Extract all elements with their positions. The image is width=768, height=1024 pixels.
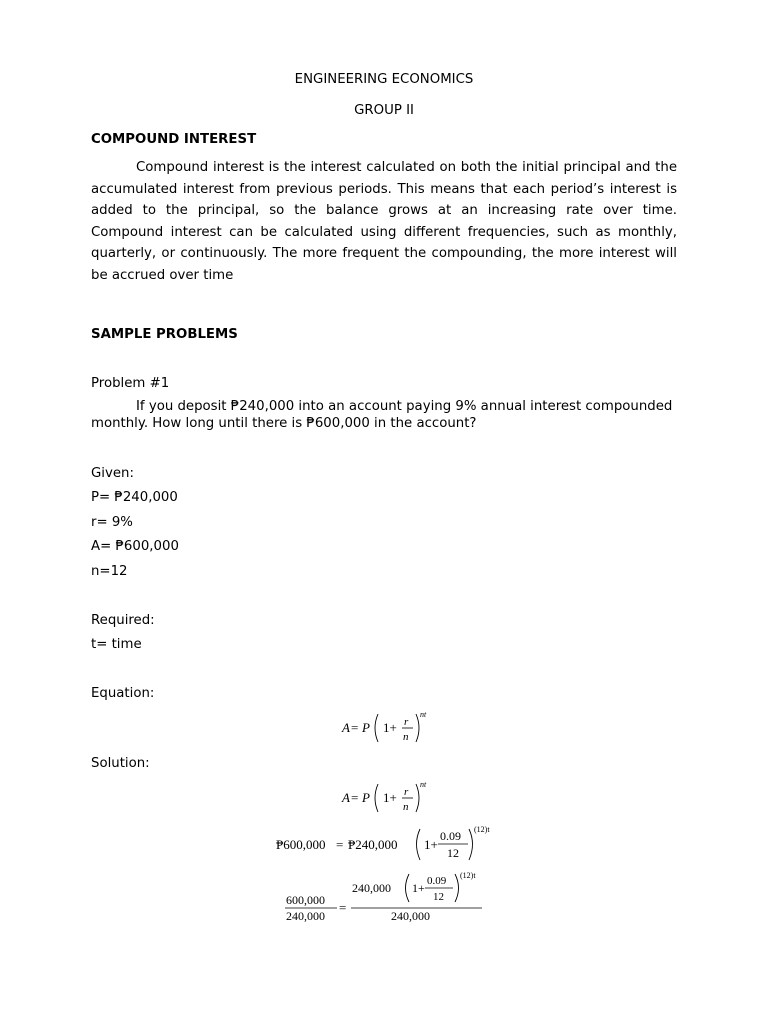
formula-equals: = bbox=[351, 720, 359, 735]
given-item: n=12 bbox=[91, 564, 128, 579]
step3-lhs-denominator: 240,000 bbox=[286, 909, 325, 923]
step2-principal: ₱240,000 bbox=[348, 837, 398, 852]
formula-equals: = bbox=[351, 790, 359, 805]
formula-numerator: r bbox=[404, 786, 409, 798]
solution-step-3 bbox=[280, 868, 490, 926]
formula-denominator: n bbox=[403, 731, 409, 743]
step2-exponent: (12)t bbox=[474, 825, 490, 834]
step3-left-paren bbox=[406, 874, 410, 902]
step3-rhs-denominator: 240,000 bbox=[391, 909, 430, 923]
step3-coefficient: 240,000 bbox=[352, 881, 391, 895]
intro-paragraph: Compound interest is the interest calculated on both the initial principal and the accumulated interest from previous periods. This means that each period’s interest is added to the principal, so the balance grows at an increasing rate over time. Compound interest can be calculated using different frequencies, such as monthly, quarterly, or continuously. The more frequent the compounding, the more interest will be accrued over time bbox=[91, 160, 677, 283]
formula-left-paren bbox=[375, 714, 378, 742]
formula-exponent: nt bbox=[420, 780, 427, 789]
formula-numerator: r bbox=[404, 716, 409, 728]
section-heading: COMPOUND INTEREST bbox=[91, 132, 257, 147]
given-label: Given: bbox=[91, 466, 134, 481]
problem-label: Problem #1 bbox=[91, 376, 170, 391]
document-title: ENGINEERING ECONOMICS bbox=[294, 72, 474, 87]
formula-a: A bbox=[342, 720, 350, 735]
step3-right-paren bbox=[455, 874, 459, 902]
formula-right-paren bbox=[416, 784, 419, 812]
solution-step-2 bbox=[270, 822, 510, 866]
step3-one-plus: 1+ bbox=[412, 881, 425, 895]
formula-one-plus: 1+ bbox=[383, 720, 397, 735]
step2-left-paren bbox=[417, 829, 421, 860]
step2-one-plus: 1+ bbox=[424, 837, 438, 852]
given-item: P= ₱240,000 bbox=[91, 490, 178, 505]
formula-p: P bbox=[362, 790, 370, 805]
formula-one-plus: 1+ bbox=[383, 790, 397, 805]
step2-numerator: 0.09 bbox=[440, 829, 461, 843]
sample-problems-heading: SAMPLE PROBLEMS bbox=[91, 327, 238, 342]
formula-exponent: nt bbox=[420, 710, 427, 719]
group-label: GROUP II bbox=[354, 103, 414, 118]
step2-right-paren bbox=[469, 829, 473, 860]
required-item: t= time bbox=[91, 637, 142, 652]
step3-denominator: 12 bbox=[433, 891, 444, 903]
step3-equals: = bbox=[339, 900, 347, 915]
solution-step-1 bbox=[330, 776, 440, 818]
step3-exponent: (12)t bbox=[460, 871, 476, 880]
given-item: r= 9% bbox=[91, 515, 133, 530]
step3-numerator: 0.09 bbox=[427, 875, 447, 887]
formula-p: P bbox=[362, 720, 370, 735]
formula-right-paren bbox=[416, 714, 419, 742]
formula-left-paren bbox=[375, 784, 378, 812]
problem-text: If you deposit ₱240,000 into an account paying 9% annual interest compounded monthly. How long until there is ₱600,000 in the account? bbox=[91, 399, 673, 431]
formula-a: A bbox=[342, 790, 350, 805]
step2-lhs: ₱600,000 bbox=[276, 837, 326, 852]
equation-label: Equation: bbox=[91, 686, 155, 701]
step2-equals: = bbox=[336, 837, 344, 852]
required-label: Required: bbox=[91, 613, 155, 628]
step3-lhs-numerator: 600,000 bbox=[286, 893, 325, 907]
solution-label: Solution: bbox=[91, 756, 150, 771]
given-item: A= ₱600,000 bbox=[91, 539, 179, 554]
compound-interest-formula bbox=[330, 706, 440, 748]
formula-denominator: n bbox=[403, 801, 409, 813]
step2-denominator: 12 bbox=[447, 846, 459, 860]
